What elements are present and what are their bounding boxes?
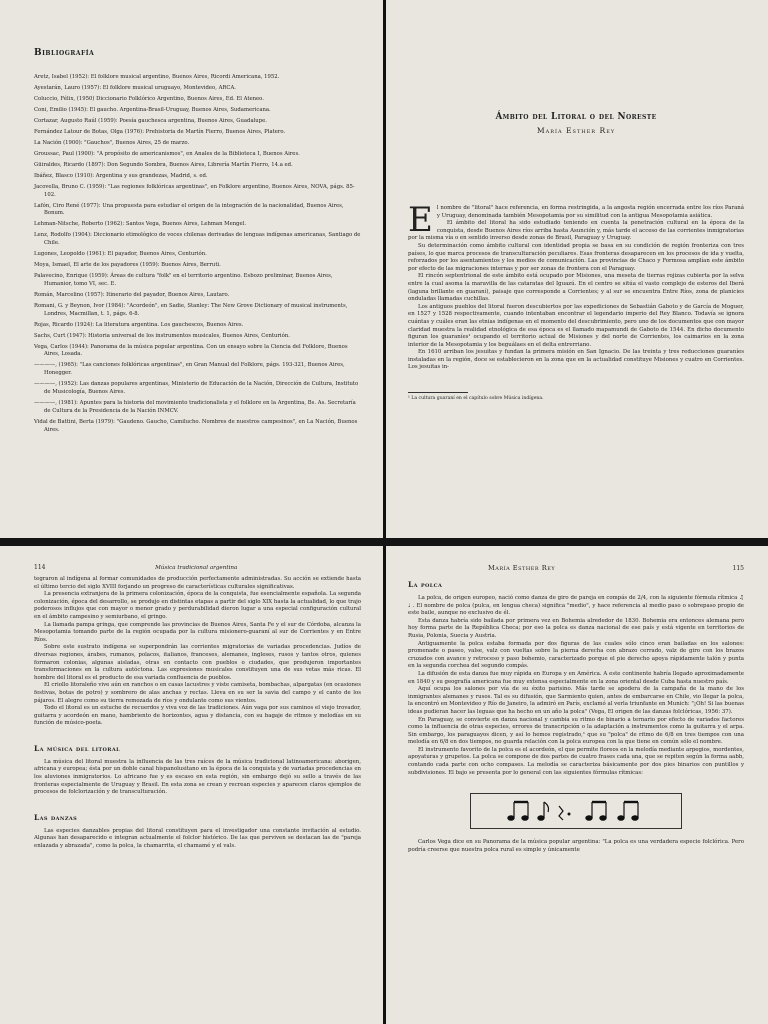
page-115 [386,546,768,1024]
bibliography-entry: ————, (1981): Apuntes para la historia del movimiento tradicionalista y el folklore en la Argentina, Bs. As. Secretaría de Cultura de la Presidencia de la Nación INMCV. [34,400,356,414]
body-paragraph: En Paraguay, se convierte en danza nacional y cambia su ritmo de binario a ternario por efecto de variados factores como la influencia de otras especies, errores de transcripción o la adaptación a instrumentos como la guitarra y el arpa. Sin embargo, los paraguayos dicen, y así lo hemos registrado,¹ que su "polca" de ritmo de 6/8 en tres tiempos con una melodía en 6/8 en dos tiempos, no guarda relación con la polca europea con la que tiene en común sólo el nombre. [408,716,744,746]
chapter-paragraph: El ámbito del litoral ha sido estudiado teniendo en cuenta la penetración cultural en la época de la conquista, desde Buenos Aires ríos arriba hasta Asunción y, más tarde el acceso de las corrientes inmigratorias por la misma vía o en sentido inverso desde zonas de Brasil, Paraguay y Uruguay. [408,220,744,242]
body-paragraph: Carlos Vega dice en su Panorama de la música popular argentina: "La polca es una verdadera especie folclórica. Pero podría creerse que nuestra polca rural es simple y únicamente [408,839,744,853]
page-115-body [408,595,744,777]
bibliography-entry: Lafón, Ciro René (1977): Una propuesta para estudiar el origen de la integración de la nacionalidad, Buenos Aires, Bonum. [34,202,344,217]
bibliography-entry: Vidal de Battini, Berta (1979): "Gaudeno. Gaucho, Camilucho. Nombres de nuestros campesinos", en La Nación, Buenos Aires. [34,418,358,433]
bibliography-list [34,74,361,434]
running-header [408,564,744,572]
body-paragraph: Esta danza habría sido bailada por primera vez en Bohemia alrededor de 1830. Bohemia era entonces alemana pero hoy forma parte de la República Checa; por eso la polca es danza nacional de ese país y está vigente en territorios de Rusia, Polonia, Suecia y Austria. [408,617,744,639]
body-paragraph: El instrumento favorito de la polca es el acordeón, el que permite floreos en la melodía mediante arpegios, mordentes, apoyaturas y grupetos. La polca se compone de dos partes de cuatro frases cada una, que se repiten según la forma aabb, contando cada parte con ocho compases. La melodía se caracteriza básicamente por dos pies binarios con puntillos y subdivisiones. El bajo se presenta por lo general con las siguientes fórmulas rítmicas: [408,746,744,776]
chapter-paragraph: El nombre de "litoral" hace referencia, en forma restringida, a la angosta región encerrada entre los ríos Paraná y Uruguay, denominada también Mesopotamia por su similitud con la antigua Mesopotamia asiática. [408,200,744,240]
page-number: 114 [34,564,46,571]
body-paragraph: Todo el litoral es un estuche de recuerdos y viva voz de las tradiciones. Aún vaga por sus caminos el viejo trovador, guitarra y acordeón en mano, hambriento de horizontes, agua y distancia, con su bagaje de ritmos y melodías en su función de músico-poeta. [34,705,361,727]
bibliography-entry: Jacovella, Bruno C. (1959): "Las regiones folklóricas argentinas", en Folklore argentino, Buenos Aires, NOVA, págs. 85-102. [34,183,355,198]
bibliography-entry: Lehman-Nitsche, Roberto (1962): Santos Vega, Buenos Aires, Lehman Mengel. [34,221,247,228]
running-author: María Esther Rey [488,564,556,572]
bibliography-entry: Fernández Latour de Botas, Olga (1976): Prehistoria de Martín Fierro, Buenos Aires, Platero. [34,128,286,135]
chapter-paragraph: Su determinación como ámbito cultural con identidad propia se basa en su condición de región fronteriza con tres países, lo que marca procesos de transculturación peculiares. Esas fronteras desaparecen en los procesos de ida y vuelta, reforzados por los asentamientos y los medios de comunicación. Las provincias de Chaco y Formosa amplían este ámbito por efecto de las migraciones internas y por ser zonas de frontera con el Paraguay. [408,242,744,272]
bibliography-entry: Ayestarán, Lauro (1957): El folklore musical uruguayo, Montevideo, ARCA. [34,84,236,91]
bibliography-entry: Groussac, Paul (1900): "A propósito de americanismos", en Anales de la Biblioteca I, Buenos Aires. [34,150,300,157]
section-title-polca: La polca [408,580,443,589]
bibliography-entry: Romani, G. y Beynon, Ivor (1984): "Acordeón", en Sadie, Stanley: The New Grove Dictionary of musical instruments, Londres, Macmillan, t. 1, págs. 6-8. [34,302,348,317]
bibliography-title: Bibliografía [34,48,95,58]
body-paragraph: La difusión de esta danza fue muy rápida en Europa y en América. A este continente habría llegado aproximadamente en 1840 y su geografía americana fue muy extensa especialmente en la zona oriental desde Cuba hasta nuestro país. [408,670,744,685]
footnote: ¹ La cultura guaraní en el capítulo sobre Música indígena. [408,396,544,402]
page-number: 115 [732,565,744,572]
running-title: Música tradicional argentina [155,565,238,571]
music-notes-icon [501,798,651,824]
footnote-rule [408,392,468,393]
body-paragraph: Antiguamente la polca estaba formada por dos figuras de las cuales sólo cinco eran bailadas en los salones: promenade o paseo, valse, valz con vueltas sobre la pierna derecha con abrazo cerrado, valz de giro con los brazos cruzados con avance y retroceso y paso bohemio, caracterizado porque el pie derecho apoya rápidamente talón y punta en la segunda corchea del segundo compás. [408,640,744,670]
bibliography-entry: Coni, Emilio (1945): El gaucho. Argentina-Brasil-Uruguay, Buenos Aires, Sudamericana. [34,106,271,113]
rhythm-notation-figure [470,793,682,829]
page-separator [0,538,768,546]
running-header [34,564,361,571]
body-paragraph: La polca, de origen europeo, nació como danza de giro de pareja en compás de 2/4, con la siguiente fórmula rítmica ♫ ♩ . El nombre de polca (pulca, en lengua checa) significa "medio", y hace referencia al medio paso o sobrepaso propio de este baile, aunque no exclusivo de él. [408,595,744,617]
page-115-body-continued [408,839,744,854]
page-114-body [34,576,361,728]
body-paragraph: La presencia extranjera de la primera colonización, época de la conquista, fue esencialmente española. La segunda colonización, época del desarrollo, se produjo en distintas etapas a partir del siglo XIX hasta la actualidad, lo que trajo poderosos influjos que con mayor o menor grado y perdurabilidad dieron lugar a una especial configuración cultural en el ámbito campesino y semiurbano, el gringo. [34,591,361,620]
drop-cap: E [408,200,433,240]
bibliography-entry: Aretz, Isabel (1952): El folklore musical argentino, Buenos Aires, Ricordi Americana, 1952. [34,74,280,80]
bibliography-entry: ————, (1965): "Las canciones folklóricas argentinas", en Gran Manual del Folklore, págs. 193-321, Buenos Aires, Honegger. [34,362,345,377]
body-paragraph: La llamada pampa gringa, que comprende las provincias de Buenos Aires, Santa Fe y el sur de Córdoba, alcanza la Mesopotamia tomando parte de la región ocupada por la cultura misionero-guaraní al sur de Corrientes y en Entre Ríos. [34,621,361,643]
page-chapter-opening [386,0,768,538]
chapter-heading [408,112,744,135]
body-paragraph: tegraron al indígena al formar comunidades de producción perfectamente administradas. Su acción se extiende hasta el último tercio del siglo XVIII forjando un progreso de características culturales significativas. [34,576,361,590]
body-paragraph: El criollo litoraleño vive aún en ranchos o en casas lacustres y viste camiseta, bombachas, alpargatas (en ocasiones festivas, botas de potro) y sombrero de alas anchas y rectas. Lleva en su ser la savia del campo y el canto de los pájaros. El alegre como su tierra remozada de ríos y ondulante como sus vientos. [34,682,361,704]
chapter-paragraph: Los antiguos pueblos del litoral fueron descubiertos por las expediciones de Sebastián Gaboto y de García de Moguer, en 1527 y 1528 respectivamente, cuando intentaban encontrar el legendario imperio del Rey Blanco. Todavía se ignora cuántas y cuáles eran las etnias indígenas en el momento del descubrimiento, pero uno de los documentos que con mayor claridad muestra la realidad etnológica de esa época es el llamado mapamundi de Gaboto de 1544. En dicho documento figuran los guaraníes¹ ocupando el territorio actual de Misiones y del norte de Corrientes, los caimarios en la zona interior de la Mesopotamia y los beguálaes en el delta entrerriano. [408,303,744,348]
body-paragraph: Las especies danzables propias del litoral constituyen para el investigador una constante invitación al estudio. Algunas han desaparecido e integran actualmente el folclor histórico. De las que perviven se destacan las de "pareja enlazada y abrazada", como la polca, la chamarrita, el chamamé y el vals. [34,827,361,850]
section-body [34,759,361,797]
bibliography-entry: Moya, Ismael, El arte de los payadores (1959): Buenos Aires, Berruti. [34,262,221,269]
bibliography-entry: Cortazar, Augusto Raúl (1959): Poesía gauchesca argentina, Buenos Aires, Guadalupe. [34,117,267,124]
bibliography-entry: Sachs, Curt (1947): Historia universal de los instrumentos musicales, Buenos Aires, Centurión. [34,332,290,339]
bibliography-entry: Palavecino, Enrique (1959): Áreas de cultura "folk" en el territorio argentino. Esbozo preliminar, Buenos Aires, Humanior, tomo VI, sec. E. [34,273,333,287]
chapter-author: María Esther Rey [536,126,616,135]
bibliography-entry: Rojas, Ricardo (1924): La literatura argentina. Los gauchescos, Buenos Aires. [34,321,244,328]
chapter-paragraph: En 1610 arriban los jesuitas y fundan la primera misión en San Ignacio. De las treinta y tres reducciones guaraníes instaladas en la región, doce se establecieron en la zona que en la actualidad constituye Misiones y cuatro en Corrientes. Los jesuitas in- [408,349,744,371]
section-title-musica-litoral: La música del litoral [34,743,121,753]
bibliography-entry: ————, (1952): Las danzas populares argentinas, Ministerio de Educación de la Nación, Dirección de Cultura, Instituto de Musicología, Buenos Aires. [34,381,359,396]
section-title-danzas: Las danzas [34,812,78,822]
bibliography-entry: Güiraldes, Ricardo (1897): Don Segundo Sombra, Buenos Aires, Librería Martín Fierro, 14.a ed. [34,161,293,168]
page-bibliography [0,0,383,538]
bibliography-entry: Coluccio, Félix, (1950) Diccionario Folklórico Argentino, Buenos Aires, Ed. El Ateneo. [34,95,264,102]
chapter-body [408,200,744,372]
chapter-title: Ámbito del Litoral o del Noreste [495,112,657,122]
bibliography-entry: Lugones, Leopoldo (1961): El payador, Buenos Aires, Centurión. [34,251,207,258]
bibliography-entry: Román, Marcelino (1957): Itinerario del payador, Buenos Aires, Lautaro. [34,291,230,298]
page-114 [0,546,383,1024]
bibliography-entry: Lenz, Rodolfo (1904): Diccionario etimológico de voces chilenas derivadas de lenguas indígenas americanas, Santiago de Chile. [34,232,361,247]
chapter-paragraph: El rincón septentrional de este ámbito está ocupado por Misiones, una meseta de tierras rojizas cubierta por la selva entre la cual asoma la maravilla de las cataratas del Iguazú. En el centro se sitúa el vasto complejo de esteros del Iberá (laguna brillante en guaraní), paisaje que corresponde a Corrientes; y al sur se encuentra Entre Ríos, zona de planicies onduladas llamadas cuchillas. [408,273,744,303]
body-paragraph: Aquí ocupa los salones por vía de su éxito parisino. Más tarde se apodera de la campaña de la mano de los inmigrantes alemanes y rusos. Tal es su difusión, que Sarmiento quien, antes de embarcarse en Chile, vio llegar la polca, la encontró en Montevideo y Río de Janeiro, la admiró en París, exclamó al verla triunfante en Munich: "¡Oh! Si las buenas ideas pudieran hacer las leguas que ha hecho en un año la polca" (Vega, El origen de las danzas folclóricas, 1956: 37). [408,686,744,715]
bibliography-entry: Ibáñez, Blasco (1910): Argentina y sus grandezas, Madrid, s. ed. [34,172,208,179]
section-body [34,828,361,851]
bibliography-entry: Vega, Carlos (1944): Panorama de la música popular argentina. Con un ensayo sobre la Ciencia del Folklore, Buenos Aires, Losada. [34,343,348,358]
body-paragraph: Sobre este sustrato indígena se superpondrán las corrientes migratorias de variadas procedencias. Judíos de diversas regiones, árabes, rumanos, polacos, italianos, franceses, alemanes, ingleses, rusos y tantos otros, quienes formaron colonias, algunas aisladas, otras en contacto con pueblos o ciudades, que produjeron importantes transformaciones en la cultura autóctona. Las expresiones musicales constituyen una de sus vetas más ricas. El hombre del litoral es el producto de esa variada confluencia de pueblos. [34,644,361,681]
bibliography-entry: La Nación (1900): "Gauchos", Buenos Aires, 25 de marzo. [34,139,190,146]
body-paragraph: La música del litoral muestra la influencia de las tres raíces de la música tradicional latinoamericana: aborigen, africana y europea; ésta por un doble canal hispanolusitano en la época de la conquista y de variadas procedencias en los aluviones inmigratorios. Lo africano fue y es escaso en esta región, sin embargo dejó su sello a través de las fronteras especialmente de Uruguay y Brasil. En esta zona se crean y recrean especies y aparecen claros ejemplos de procesos de folclorización y de transculturación. [34,758,361,796]
